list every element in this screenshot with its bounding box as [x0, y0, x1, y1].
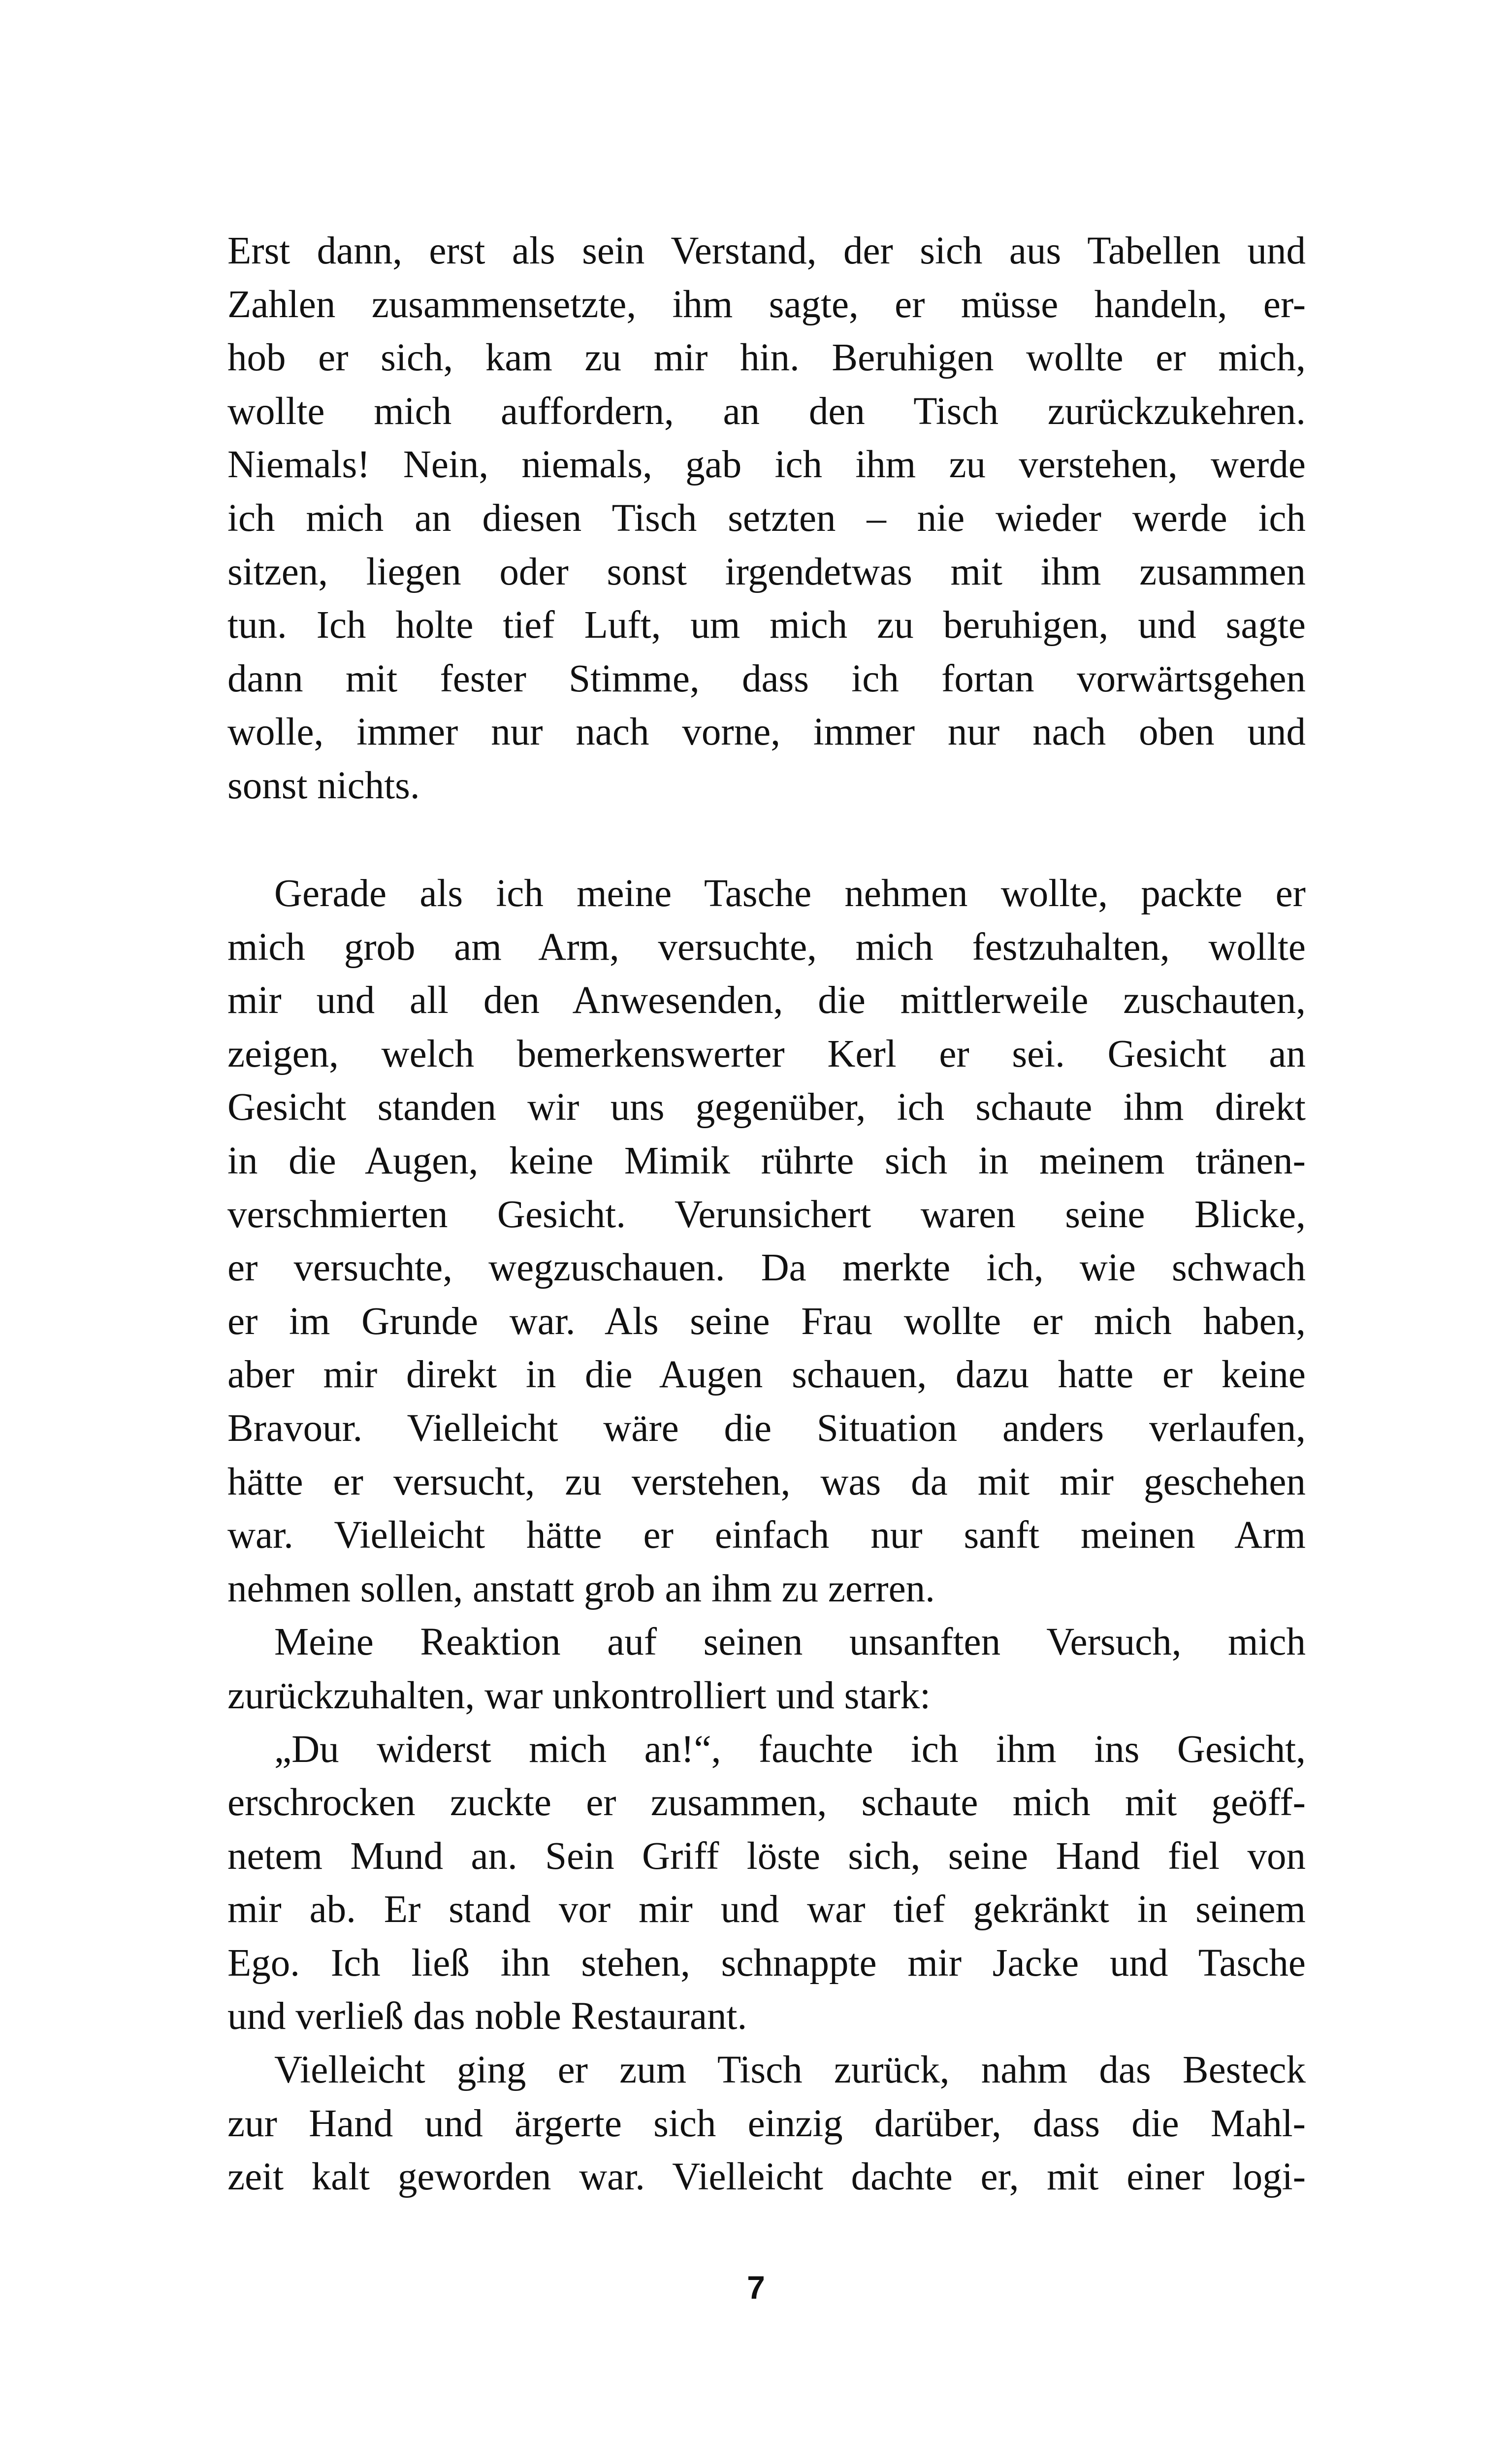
text-line: netem Mund an. Sein Griff löste sich, seine Hand fiel von — [227, 1834, 1306, 1878]
text-line: Zahlen zusammensetzte, ihm sagte, er müsse handeln, er- — [227, 283, 1306, 326]
text-line: in die Augen, keine Mimik rührte sich in meinem tränen- — [227, 1139, 1306, 1182]
text-line: dann mit fester Stimme, dass ich fortan vorwärtsgehen — [227, 657, 1306, 700]
text-line: Ego. Ich ließ ihn stehen, schnappte mir Jacke und Tasche — [227, 1941, 1306, 1985]
text-line: war. Vielleicht hätte er einfach nur sanft meinen Arm — [227, 1514, 1306, 1557]
text-line: zeigen, welch bemerkenswerter Kerl er sei. Gesicht an — [227, 1032, 1306, 1075]
text-line: Meine Reaktion auf seinen unsanften Versuch, mich — [274, 1621, 1306, 1664]
body-text — [227, 867, 1306, 2204]
text-line: hob er sich, kam zu mir hin. Beruhigen wollte er mich, — [227, 336, 1306, 380]
text-line: und verließ das noble Restaurant. — [227, 1995, 747, 2038]
text-line: zeit kalt geworden war. Vielleicht dachte er, mit einer logi- — [227, 2155, 1306, 2199]
text-line: sonst nichts. — [227, 764, 420, 807]
text-line: wolle, immer nur nach vorne, immer nur nach oben und — [227, 711, 1306, 754]
text-line: mich grob am Arm, versuchte, mich festzuhalten, wollte — [227, 925, 1306, 969]
text-line: zur Hand und ärgerte sich einzig darüber, dass die Mahl- — [227, 2102, 1306, 2145]
text-line: er versuchte, wegzuschauen. Da merkte ich, wie schwach — [227, 1246, 1306, 1290]
paragraph-4 — [227, 1723, 1306, 2044]
text-line: sitzen, liegen oder sonst irgendetwas mit ihm zusammen — [227, 550, 1306, 593]
paragraph-1 — [227, 225, 1306, 813]
text-line: tun. Ich holte tief Luft, um mich zu beruhigen, und sagte — [227, 604, 1306, 647]
text-line: mir ab. Er stand vor mir und war tief gekränkt in seinem — [227, 1888, 1306, 1931]
text-line: nehmen sollen, anstatt grob an ihm zu zerren. — [227, 1567, 935, 1610]
text-line: Gerade als ich meine Tasche nehmen wollte, packte er — [274, 872, 1306, 915]
paragraph-2 — [227, 867, 1306, 1616]
paragraph-5 — [227, 2044, 1306, 2204]
paragraph-3 — [227, 1616, 1306, 1723]
text-line: zurückzuhalten, war unkontrolliert und stark: — [227, 1674, 931, 1717]
text-line: Gesicht standen wir uns gegenüber, ich schaute ihm direkt — [227, 1086, 1306, 1129]
text-line: verschmierten Gesicht. Verunsichert waren seine Blicke, — [227, 1193, 1306, 1236]
text-line: Vielleicht ging er zum Tisch zurück, nahm das Besteck — [274, 2049, 1306, 2092]
text-line: aber mir direkt in die Augen schauen, dazu hatte er keine — [227, 1353, 1306, 1397]
text-line: erschrocken zuckte er zusammen, schaute mich mit geöff- — [227, 1781, 1306, 1824]
text-line: mir und all den Anwesenden, die mittlerweile zuschauten, — [227, 979, 1306, 1022]
text-line: Niemals! Nein, niemals, gab ich ihm zu verstehen, werde — [227, 443, 1306, 487]
text-line: wollte mich auffordern, an den Tisch zurückzukehren. — [227, 390, 1306, 433]
text-line: er im Grunde war. Als seine Frau wollte er mich haben, — [227, 1300, 1306, 1343]
text-line: „Du widerst mich an!“, fauchte ich ihm ins Gesicht, — [274, 1727, 1306, 1771]
text-line: Erst dann, erst als sein Verstand, der sich aus Tabellen und — [227, 229, 1306, 272]
text-line: hätte er versucht, zu verstehen, was da mit mir geschehen — [227, 1460, 1306, 1503]
page-number: 7 — [747, 2269, 765, 2306]
text-line: ich mich an diesen Tisch setzten – nie wieder werde ich — [227, 496, 1306, 540]
text-line: Bravour. Vielleicht wäre die Situation anders verlaufen, — [227, 1406, 1306, 1450]
